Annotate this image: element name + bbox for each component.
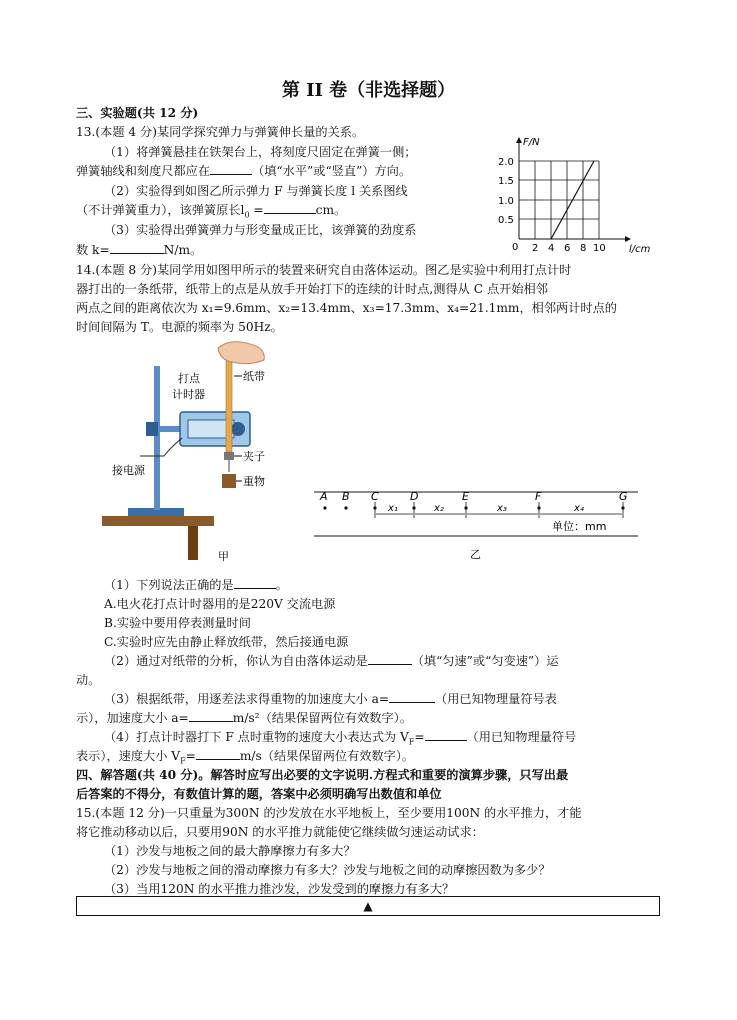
section-4-heading-line2: 后答案的不得分，有数值计算的题，答案中必须明确写出数值和单位 [76,787,442,801]
y-tick: 0.5 [498,215,514,226]
point-label: F [535,490,542,503]
segment-labels [387,503,584,514]
answer-blank[interactable] [234,577,276,589]
answer-blank[interactable] [189,710,233,722]
text: cm。 [315,203,347,217]
q13-part3b [76,241,202,258]
text: = [249,203,264,217]
q15-sub3: （3）当用120N 的水平推力推沙发，沙发受到的摩擦力有多大？ [104,882,455,896]
text: （4）打点计时器打下 F 点时重物的速度大小表达式为 V [104,730,409,744]
q13-part3a: （3）实验得出弹簧弹力与形变量成正比，该弹簧的劲度系 [104,223,417,237]
subscript: F [180,756,186,766]
q14-sub4 [104,728,576,746]
page-title: 第 II 卷（非选择题） [281,80,456,101]
dot [344,506,347,509]
point-label: G [619,490,628,503]
q15-sub1: （1）沙发与地板之间的最大静摩擦力有多大？ [104,844,356,858]
text: （填“匀速”或“匀变速”）运 [411,654,559,668]
apparatus-figure [100,338,300,566]
clip-label: 夹子 [243,450,265,463]
hand [218,342,264,364]
segment-label: x₄ [574,503,584,514]
answer-blank[interactable] [196,748,240,760]
text: （用已知物理量符号表 [435,692,557,706]
q13-part1b [76,162,411,179]
timer-label-2: 计时器 [172,388,205,401]
answer-blank[interactable] [389,691,435,703]
segment-label: x₂ [434,503,444,514]
point-label: D [410,490,419,503]
power-label: 接电源 [112,464,145,477]
stand-rod [154,366,160,510]
subscript: F [408,737,415,747]
answer-blank[interactable] [264,202,316,214]
q14-line3: 两点之间的距离依次为 x₁=9.6mm、x₂=13.4mm、x₃=17.3mm、x₄=21.1mm，相邻两计时点的 [76,301,617,315]
figure-caption: 乙 [470,548,481,561]
q15-line2: 将它推动移动以后，只要用90N 的水平推力就能使它继续做匀速运动试求： [76,825,484,839]
section-4-heading-line1: 四、解答题(共 40 分)。解答时应写出必要的文字说明.方程式和重要的演算步骤，只写出最 [76,768,569,782]
spring-force-graph [490,132,660,258]
text: m/s（结果保留两位有效数字）。 [239,749,415,763]
q13-part2b [76,201,346,219]
q13-part2a: （2）实验得到如图乙所示弹力 F 与弹簧长度 l 关系图线 [104,184,408,198]
x-tick: 4 [548,243,555,254]
text: m/s²（结果保留两位有效数字）。 [232,711,412,725]
answer-box[interactable] [76,896,660,916]
point-label: A [320,490,328,503]
q14-line4: 时间间隔为 T。电源的频率为 50Hz。 [76,320,283,334]
text: 。 [275,578,288,592]
x-tick: 8 [580,243,587,254]
paper-tape-figure [312,484,642,564]
dot [323,506,326,509]
subscript: 0 [244,210,250,220]
q13-stem: 13.(本题 4 分)某同学探究弹力与弹簧伸长量的关系。 [76,125,365,139]
x-axis-label: l/cm [629,244,651,255]
q14-sub2 [104,652,559,669]
x-tick: 6 [564,243,571,254]
answer-blank[interactable] [425,729,467,741]
y-axis-label: F/N [523,137,540,148]
q14-sub2-cont: 动。 [76,673,101,687]
text: （用已知物理量符号 [466,730,577,744]
tape-label: 纸带 [243,370,265,383]
y-tick: 1.0 [498,196,514,207]
q14-line2: 器打出的一条纸带，纸带上的点是从放手开始打下的连续的计时点,测得从 C 点开始相邻 [76,282,548,296]
q14-option-a: A.电火花打点计时器用的是220V 交流电源 [104,597,336,611]
q14-sub3-cont [76,709,412,726]
answer-blank[interactable] [110,242,164,254]
text: N/m。 [163,243,203,257]
x-tick: 2 [532,243,539,254]
q15-line1: 15.(本题 12 分)一只重量为300N 的沙发放在水平地板上，至少要用100N 的水平推力，才能 [76,806,582,820]
clip [224,452,234,460]
table-top [102,516,214,526]
text: 数 k= [76,243,110,257]
q14-sub1 [104,576,288,593]
text: = [185,749,196,763]
text: = [414,730,425,744]
q13-part1a: （1）将弹簧悬挂在铁架台上，将刻度尺固定在弹簧一侧； [104,145,417,159]
answer-blank[interactable] [210,163,252,175]
q14-line1: 14.(本题 8 分)某同学用如图甲所示的装置来研究自由落体运动。图乙是实验中利用打点计时 [76,263,572,277]
point-label: C [371,490,379,503]
q14-sub3 [104,690,557,707]
text: 弹簧轴线和刻度尺都应在 [76,164,211,178]
power-wire [140,438,182,456]
weight-label: 重物 [243,475,265,488]
q14-option-b: B.实验中要用停表测量时间 [104,616,251,630]
y-tick: 0 [512,242,519,253]
q14-sub4-cont [76,747,414,765]
table-leg [188,526,198,560]
timer-knob [231,422,245,436]
triangle-marker-icon: ▲ [363,899,373,913]
point-label: E [462,490,469,503]
q14-option-c: C.实验时应先由静止释放纸带，然后接通电源 [104,635,349,649]
unit-label: 单位：mm [552,520,607,533]
clamp [146,422,158,436]
text: （填“水平”或“竖直”）方向。 [252,164,412,178]
text: （3）根据纸带，用逐差法求得重物的加速度大小 a= [104,692,390,706]
segment-label: x₁ [388,503,398,514]
text: 示），加速度大小 a= [76,711,189,725]
point-label: B [342,490,350,503]
weight [222,474,236,488]
q15-sub2: （2）沙发与地板之间的滑动摩擦力有多大？沙发与地板之间的动摩擦因数为多少？ [104,863,551,877]
y-tick: 1.5 [498,176,514,187]
answer-blank[interactable] [368,653,412,665]
section-3-heading: 三、实验题(共 12 分) [76,106,199,120]
text: （2）通过对纸带的分析，你认为自由落体运动是 [104,654,368,668]
timer-label-1: 打点 [178,372,200,385]
y-tick: 2.0 [498,157,514,168]
figure-caption: 甲 [218,550,229,563]
x-tick: 10 [593,243,606,254]
text: （不计弹簧重力），该弹簧原长l [76,203,245,217]
text: 表示），速度大小 V [76,749,181,763]
text: （1）下列说法正确的是 [104,578,234,592]
segment-label: x₃ [497,503,507,514]
